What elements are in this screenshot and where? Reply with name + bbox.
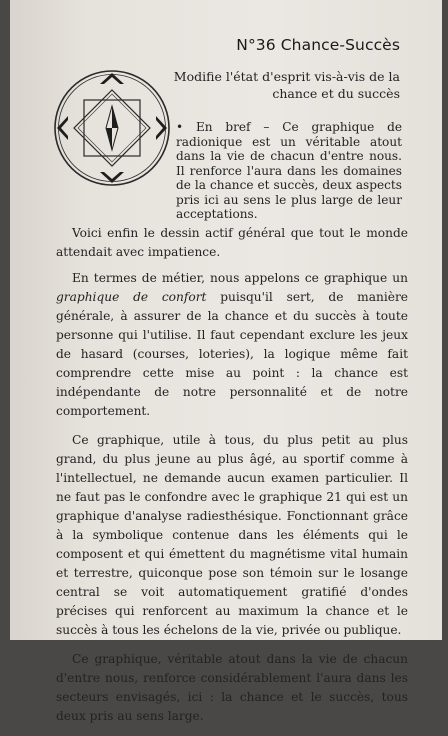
book-page xyxy=(10,0,442,723)
paragraph-2-emphasis: graphique de confort xyxy=(56,290,207,304)
page-subtitle: Modifie l'état d'esprit vis-à-vis de la chance et du succès xyxy=(173,69,400,101)
paragraph-2-start: En termes de métier, nous appelons ce graphique un xyxy=(72,271,408,285)
brief-lead: • En bref – xyxy=(176,120,283,134)
brief-summary xyxy=(176,120,402,222)
paragraph-3: Ce graphique, utile à tous, du plus petit au plus grand, du plus jeune au plus âgé, au sportif comme à l'intellectuel, ne demande aucun examen particulier. Il ne faut pas le confondre avec le graphique 21 qui est un graphique d'analyse radiesthésique. Fonctionnant grâce à la symbolique contenue dans les éléments qui le composent et qui émettent du magnétisme vital humain et terrestre, quiconque pose son témoin sur le losange central se voit automatiquement gratifié d'ondes précises qui renforcent au maximum la chance et le succès à tous les échelons de la vie, privée ou publique. xyxy=(56,433,408,637)
paragraph-1: Voici enfin le dessin actif général que tout le monde attendait avec impatience. xyxy=(56,226,408,259)
paragraph-2-end: puisqu'il sert, de manière générale, à assurer de la chance et du succès à toute personne qui l'utilise. Il faut cependant exclure les jeux de hasard (courses, loteries), la logique même fait comprendre cette mise au point : la chance est indépendante de notre personnalité et de notre comportement. xyxy=(56,290,408,418)
page-title: N°36 Chance-Succès xyxy=(236,36,400,54)
brief-text: Ce graphique de radionique est un véritable atout dans la vie de chacun d'entre nous. Il renforce l'aura dans les domaines de la chance et succès, deux aspects pris ici au sens le plus large de leur acceptations. xyxy=(176,120,402,221)
body-text xyxy=(56,224,408,736)
paragraph-2 xyxy=(56,269,408,421)
radionic-diamond-compass-icon xyxy=(48,64,176,192)
paragraph-4: Ce graphique, véritable atout dans la vie de chacun d'entre nous, renforce considérablement l'aura dans les secteurs envisagés, ici : la chance et le succès, tous deux pris au sens large. xyxy=(56,652,408,723)
